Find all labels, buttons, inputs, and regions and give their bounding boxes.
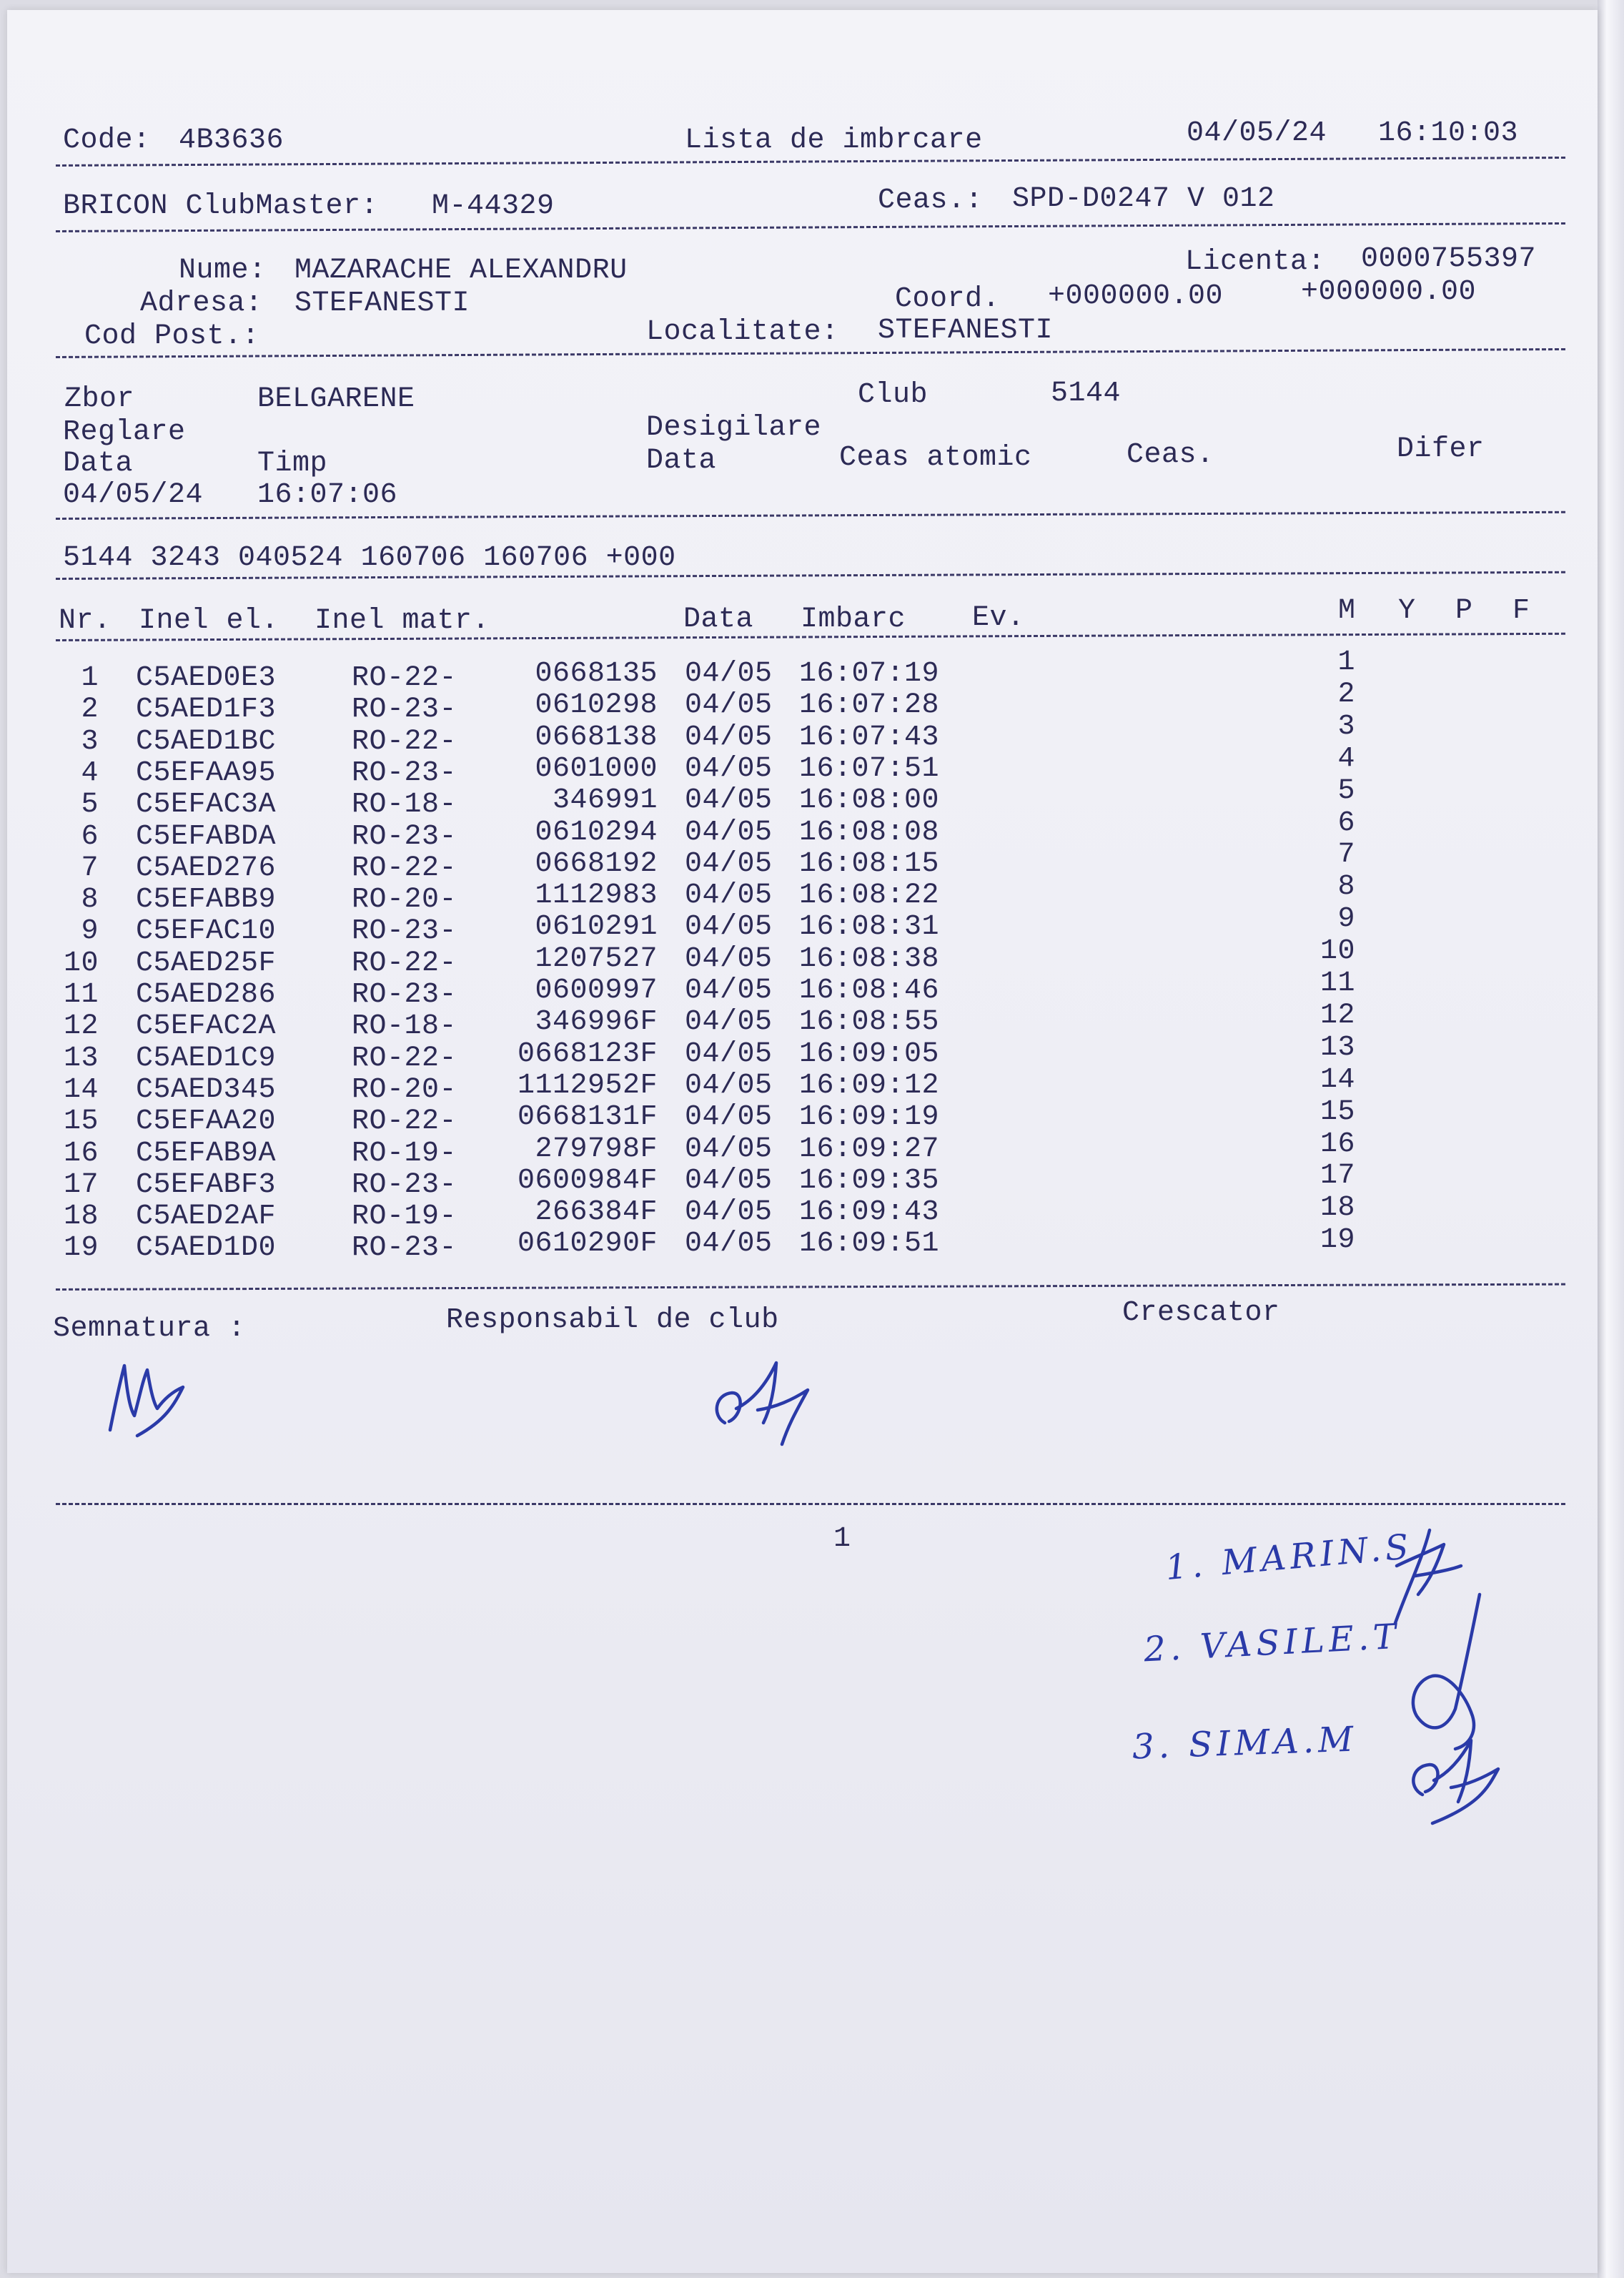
desigilare-label: Desigilare bbox=[646, 412, 822, 444]
timp-label: Timp bbox=[257, 448, 328, 480]
row-date: 04/05 bbox=[685, 816, 773, 849]
row-inel-matr: 0601000 bbox=[535, 752, 658, 785]
row-m-position: 3 bbox=[1337, 710, 1355, 743]
handwritten-initials-3 bbox=[1401, 1730, 1508, 1838]
row-date: 04/05 bbox=[685, 1069, 773, 1102]
row-inel-el: C5EFAB9A bbox=[136, 1137, 277, 1170]
row-inel-el: C5AED1F3 bbox=[136, 694, 277, 726]
col-nr: Nr. bbox=[59, 605, 112, 637]
row-ring-prefix: RO-22- bbox=[352, 725, 457, 758]
row-m-position: 2 bbox=[1337, 678, 1355, 711]
coord-label: Coord. bbox=[895, 283, 1001, 315]
row-nr: 13 bbox=[63, 1042, 99, 1075]
row-inel-matr: 0610294 bbox=[535, 816, 658, 849]
row-ring-prefix: RO-19- bbox=[352, 1200, 457, 1233]
row-inel-matr: 0600997 bbox=[535, 975, 658, 1007]
row-date: 04/05 bbox=[685, 1164, 773, 1197]
col-p: P bbox=[1455, 595, 1473, 627]
row-nr: 5 bbox=[81, 789, 99, 822]
data-label: Data bbox=[63, 448, 134, 480]
row-inel-el: C5AED2AF bbox=[136, 1200, 277, 1233]
row-time: 16:09:35 bbox=[799, 1164, 940, 1197]
row-ring-prefix: RO-23- bbox=[352, 820, 457, 853]
row-inel-matr: 266384F bbox=[535, 1196, 658, 1229]
row-inel-matr: 0600984F bbox=[517, 1164, 658, 1197]
row-m-position: 1 bbox=[1337, 646, 1355, 679]
row-date: 04/05 bbox=[685, 1228, 773, 1261]
row-nr: 6 bbox=[81, 820, 99, 853]
handwritten-name-2: 2. VASILE.T bbox=[1142, 1616, 1402, 1670]
clubmaster-label: BRICON ClubMaster: bbox=[63, 190, 379, 222]
row-time: 16:09:19 bbox=[799, 1101, 940, 1134]
row-inel-matr: 0610290F bbox=[517, 1228, 658, 1261]
col-ev: Ev. bbox=[972, 602, 1025, 634]
club-value: 5144 bbox=[1051, 378, 1122, 410]
code-value: 4B3636 bbox=[179, 124, 284, 157]
row-time: 16:07:51 bbox=[799, 752, 940, 785]
handwritten-signature-2 bbox=[708, 1344, 822, 1451]
row-ring-prefix: RO-20- bbox=[352, 1073, 457, 1106]
row-m-position: 19 bbox=[1320, 1224, 1355, 1257]
row-time: 16:08:38 bbox=[799, 942, 940, 975]
row-nr: 2 bbox=[81, 694, 99, 726]
row-inel-el: C5AED1BC bbox=[136, 725, 277, 758]
row-nr: 16 bbox=[63, 1137, 99, 1170]
crescator-label: Crescator bbox=[1122, 1297, 1280, 1329]
reglare-label: Reglare bbox=[63, 416, 186, 448]
zbor-label: Zbor bbox=[64, 383, 135, 415]
row-time: 16:07:19 bbox=[799, 658, 940, 690]
row-date: 04/05 bbox=[685, 911, 773, 944]
row-time: 16:08:31 bbox=[799, 911, 940, 944]
row-inel-el: C5EFAA95 bbox=[136, 756, 277, 789]
row-time: 16:07:43 bbox=[799, 721, 940, 754]
row-m-position: 9 bbox=[1337, 903, 1355, 936]
coord-y: +000000.00 bbox=[1301, 276, 1477, 308]
row-inel-el: C5AED286 bbox=[136, 979, 277, 1011]
data2-label: Data bbox=[646, 445, 717, 477]
row-inel-matr: 0610298 bbox=[535, 689, 658, 722]
row-inel-el: C5EFABDA bbox=[136, 820, 277, 853]
row-time: 16:08:55 bbox=[799, 1006, 940, 1039]
col-inel-el: Inel el. bbox=[139, 605, 279, 637]
row-m-position: 16 bbox=[1320, 1128, 1355, 1160]
row-nr: 12 bbox=[63, 1010, 99, 1043]
row-inel-el: C5AED1C9 bbox=[136, 1042, 277, 1075]
row-nr: 18 bbox=[63, 1200, 99, 1233]
row-inel-matr: 279798F bbox=[535, 1133, 658, 1165]
page-number: 1 bbox=[833, 1523, 851, 1555]
row-nr: 11 bbox=[63, 979, 99, 1011]
row-date: 04/05 bbox=[685, 942, 773, 975]
zbor-value: BELGARENE bbox=[257, 383, 415, 415]
row-nr: 4 bbox=[81, 756, 99, 789]
col-f: F bbox=[1512, 595, 1530, 627]
separator-line bbox=[56, 1503, 1565, 1505]
row-time: 16:08:46 bbox=[799, 975, 940, 1007]
row-time: 16:08:22 bbox=[799, 879, 940, 912]
row-inel-el: C5EFAA20 bbox=[136, 1105, 277, 1138]
row-nr: 10 bbox=[63, 947, 99, 980]
row-ring-prefix: RO-18- bbox=[352, 1010, 457, 1043]
row-date: 04/05 bbox=[685, 1133, 773, 1165]
row-inel-matr: 1207527 bbox=[535, 942, 658, 975]
row-ring-prefix: RO-22- bbox=[352, 1042, 457, 1075]
row-m-position: 17 bbox=[1320, 1160, 1355, 1193]
semnatura-label: Semnatura : bbox=[53, 1313, 246, 1345]
row-time: 16:09:43 bbox=[799, 1196, 940, 1229]
codpost-label: Cod Post.: bbox=[84, 320, 260, 352]
adresa-value: STEFANESTI bbox=[294, 287, 470, 320]
reglare-date: 04/05/24 bbox=[63, 479, 204, 511]
row-inel-el: C5AED1D0 bbox=[136, 1232, 277, 1265]
paper-edge bbox=[1598, 0, 1624, 2278]
row-date: 04/05 bbox=[685, 1101, 773, 1134]
row-time: 16:08:08 bbox=[799, 816, 940, 849]
row-inel-matr: 1112952F bbox=[517, 1069, 658, 1102]
row-date: 04/05 bbox=[685, 721, 773, 754]
row-inel-matr: 0668123F bbox=[517, 1037, 658, 1070]
ceas-id: SPD-D0247 V 012 bbox=[1012, 183, 1275, 215]
row-inel-el: C5EFAC10 bbox=[136, 915, 277, 948]
col-m: M bbox=[1338, 595, 1356, 627]
document-title: Lista de imbrcare bbox=[685, 124, 983, 157]
row-date: 04/05 bbox=[685, 1196, 773, 1229]
ceas-col-label: Ceas. bbox=[1127, 439, 1214, 471]
row-date: 04/05 bbox=[685, 1037, 773, 1070]
row-ring-prefix: RO-23- bbox=[352, 979, 457, 1011]
row-m-position: 15 bbox=[1320, 1095, 1355, 1128]
row-inel-matr: 1112983 bbox=[535, 879, 658, 912]
row-ring-prefix: RO-18- bbox=[352, 789, 457, 822]
row-inel-matr: 0610291 bbox=[535, 911, 658, 944]
row-time: 16:09:27 bbox=[799, 1133, 940, 1165]
row-nr: 3 bbox=[81, 725, 99, 758]
row-date: 04/05 bbox=[685, 1006, 773, 1039]
row-ring-prefix: RO-23- bbox=[352, 756, 457, 789]
row-nr: 14 bbox=[63, 1073, 99, 1106]
handwritten-signature-1 bbox=[93, 1330, 207, 1444]
row-inel-el: C5AED276 bbox=[136, 852, 277, 884]
row-date: 04/05 bbox=[685, 689, 773, 722]
responsabil-label: Responsabil de club bbox=[446, 1304, 779, 1336]
row-ring-prefix: RO-22- bbox=[352, 947, 457, 980]
row-date: 04/05 bbox=[685, 752, 773, 785]
row-m-position: 14 bbox=[1320, 1063, 1355, 1096]
row-inel-el: C5AED345 bbox=[136, 1073, 277, 1106]
row-ring-prefix: RO-20- bbox=[352, 884, 457, 917]
row-date: 04/05 bbox=[685, 658, 773, 690]
col-y: Y bbox=[1398, 595, 1416, 627]
code-label: Code: bbox=[63, 124, 151, 157]
row-inel-el: C5AED0E3 bbox=[136, 662, 277, 694]
row-inel-matr: 346991 bbox=[552, 784, 658, 817]
row-time: 16:08:00 bbox=[799, 784, 940, 817]
row-m-position: 12 bbox=[1320, 999, 1355, 1032]
row-inel-el: C5EFAC2A bbox=[136, 1010, 277, 1043]
handwritten-name-3: 3. SIMA.M bbox=[1132, 1719, 1359, 1767]
row-nr: 15 bbox=[63, 1105, 99, 1138]
row-m-position: 5 bbox=[1337, 774, 1355, 807]
row-ring-prefix: RO-23- bbox=[352, 915, 457, 948]
print-date: 04/05/24 bbox=[1187, 117, 1327, 149]
row-m-position: 13 bbox=[1320, 1031, 1355, 1064]
row-ring-prefix: RO-19- bbox=[352, 1137, 457, 1170]
nume-label: Nume: bbox=[179, 255, 267, 287]
adresa-label: Adresa: bbox=[140, 287, 263, 320]
row-time: 16:09:51 bbox=[799, 1228, 940, 1261]
row-date: 04/05 bbox=[685, 847, 773, 880]
row-date: 04/05 bbox=[685, 784, 773, 817]
ceas-label: Ceas.: bbox=[878, 184, 984, 217]
licenta-value: 0000755397 bbox=[1361, 243, 1537, 275]
row-inel-el: C5EFAC3A bbox=[136, 789, 277, 822]
print-time: 16:10:03 bbox=[1378, 117, 1519, 149]
row-nr: 7 bbox=[81, 852, 99, 884]
flight-code-line: 5144 3243 040524 160706 160706 +000 bbox=[63, 542, 676, 574]
row-time: 16:09:12 bbox=[799, 1069, 940, 1102]
col-data: Data bbox=[683, 603, 754, 636]
difer-label: Difer bbox=[1397, 433, 1485, 465]
row-inel-el: C5EFABB9 bbox=[136, 884, 277, 917]
row-ring-prefix: RO-23- bbox=[352, 1168, 457, 1201]
row-date: 04/05 bbox=[685, 879, 773, 912]
row-m-position: 6 bbox=[1337, 807, 1355, 839]
row-time: 16:07:28 bbox=[799, 689, 940, 722]
col-inel-matr: Inel matr. bbox=[315, 605, 490, 637]
row-nr: 1 bbox=[81, 662, 99, 694]
row-inel-matr: 346996F bbox=[535, 1006, 658, 1039]
row-ring-prefix: RO-23- bbox=[352, 694, 457, 726]
row-m-position: 8 bbox=[1337, 871, 1355, 904]
row-inel-matr: 0668192 bbox=[535, 847, 658, 880]
club-label: Club bbox=[858, 379, 929, 411]
row-inel-matr: 0668138 bbox=[535, 721, 658, 754]
localitate-label: Localitate: bbox=[646, 316, 839, 348]
localitate-value: STEFANESTI bbox=[878, 315, 1054, 347]
row-inel-el: C5AED25F bbox=[136, 947, 277, 980]
row-inel-matr: 0668135 bbox=[535, 658, 658, 690]
row-ring-prefix: RO-22- bbox=[352, 1105, 457, 1138]
row-inel-matr: 0668131F bbox=[517, 1101, 658, 1134]
row-date: 04/05 bbox=[685, 975, 773, 1007]
handwritten-name-1: 1. MARIN.S bbox=[1164, 1526, 1415, 1589]
col-imbarc: Imbarc bbox=[801, 603, 906, 636]
row-m-position: 10 bbox=[1320, 935, 1355, 968]
row-time: 16:08:15 bbox=[799, 847, 940, 880]
clubmaster-id: M-44329 bbox=[432, 190, 555, 222]
row-inel-el: C5EFABF3 bbox=[136, 1168, 277, 1201]
row-m-position: 7 bbox=[1337, 839, 1355, 872]
row-m-position: 4 bbox=[1337, 742, 1355, 775]
licenta-label: Licenta: bbox=[1185, 246, 1326, 278]
reglare-time: 16:07:06 bbox=[257, 479, 398, 511]
row-m-position: 11 bbox=[1320, 967, 1355, 1000]
row-nr: 19 bbox=[63, 1232, 99, 1265]
row-nr: 8 bbox=[81, 884, 99, 917]
owner-name: MAZARACHE ALEXANDRU bbox=[294, 255, 628, 287]
row-ring-prefix: RO-22- bbox=[352, 662, 457, 694]
row-nr: 17 bbox=[63, 1168, 99, 1201]
row-ring-prefix: RO-22- bbox=[352, 852, 457, 884]
row-time: 16:09:05 bbox=[799, 1037, 940, 1070]
ceas-atomic-label: Ceas atomic bbox=[839, 442, 1032, 474]
coord-x: +000000.00 bbox=[1048, 280, 1224, 312]
row-nr: 9 bbox=[81, 915, 99, 948]
row-ring-prefix: RO-23- bbox=[352, 1232, 457, 1265]
row-m-position: 18 bbox=[1320, 1192, 1355, 1225]
